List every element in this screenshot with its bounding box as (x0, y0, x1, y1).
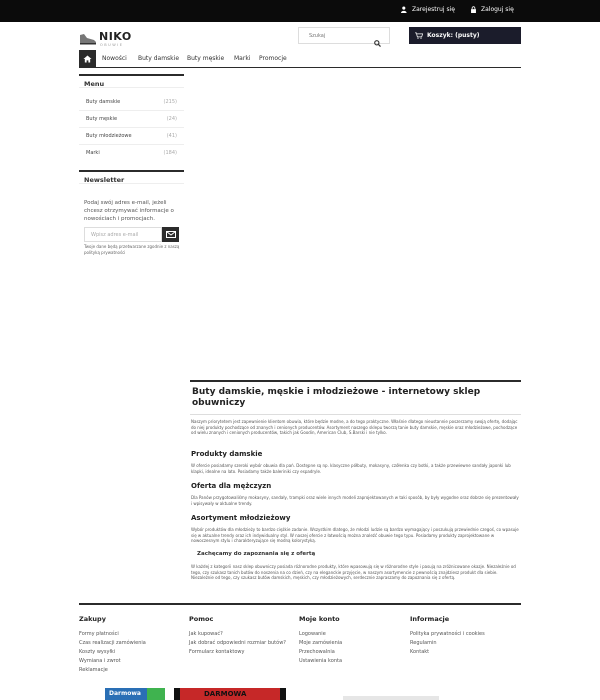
menu-item-men[interactable] (86, 116, 177, 122)
heading-invite: Zachęcamy do zapoznania się z ofertą (197, 551, 316, 557)
footer-col-title: Informacje (410, 615, 450, 623)
nav-item-men[interactable]: Buty męskie (187, 55, 225, 62)
footer-link[interactable]: Czas realizacji zamówienia (79, 640, 146, 646)
nav-item-new[interactable]: Nowości (102, 55, 127, 62)
newsletter-title: Newsletter (79, 170, 184, 184)
top-bar (0, 0, 600, 22)
sidebar-menu (79, 74, 184, 164)
cart-label: Koszyk: (pusty) (427, 32, 480, 39)
menu-divider (79, 110, 184, 111)
home-button[interactable] (79, 50, 96, 67)
shoe-logo-icon (79, 33, 97, 45)
nav-item-women[interactable]: Buty damskie (138, 55, 180, 62)
footer-col-title: Moje konto (299, 615, 340, 623)
nav-item-promotions[interactable]: Promocje (259, 55, 287, 62)
nav-item-brands[interactable]: Marki (234, 55, 251, 62)
footer-col-account (299, 615, 409, 666)
banner-left-text: Darmowa (109, 690, 141, 697)
footer-col-info (410, 615, 520, 657)
paragraph-invite: W każdej z kategorii nasz sklep obuwniczy posiada różnorodne produkty, które wpasowują się w różnorodne style i pasują na zróżnicowane okazje. Niezależnie od tego, czy szukasz tanich butów do noszenia na co dzień, czy na eleganckie przyjęcie, w naszym asortymencie z pewnością znajdziesz produkt dla siebie. Niezależnie od tego, czy szukasz butów damskich, męskich, czy młodzieżowych, serdecznie zapraszamy do zapoznania się z ofertą. (191, 564, 516, 581)
paragraph-men: Dla Panów przygotowaliśmy mokasyny, sandały, trampki oraz wiele innych modeli zaprojektowanych w taki sposób, by były wygodne oraz dobrze się prezentowały i wpisywały w aktualne trendy. (191, 495, 519, 506)
search-box (298, 27, 390, 44)
newsletter-privacy-note: Twoje dane będą przetwarzane zgodnie z naszą polityką prywatności (84, 244, 180, 255)
banner-mid-text: DARMOWA (204, 690, 247, 698)
menu-item-label: Buty damskie (86, 99, 121, 105)
main-nav (79, 50, 521, 67)
menu-title: Menu (79, 74, 184, 88)
logo-subtitle: OBUWIE (100, 43, 124, 47)
footer-col-help (189, 615, 299, 657)
user-plus-icon (401, 6, 408, 13)
menu-divider (79, 127, 184, 128)
footer-link[interactable]: Jak dobrać odpowiedni rozmiar butów? (189, 640, 286, 646)
register-link[interactable] (401, 6, 455, 13)
menu-item-count: (41) (166, 133, 177, 139)
shipping-banner-mid[interactable] (174, 688, 286, 700)
footer-link[interactable]: Jak kupować? (189, 631, 223, 637)
search-icon[interactable] (374, 32, 381, 51)
article-intro: Naszym priorytetem jest zapewnienie klientom obuwia, które będzie modne, a do tego praktyczne. Właśnie dlatego nieustannie poszerzamy swoją ofertę, dodając do niej produkty pochodzące od znanych i cenionych producentów. Asortyment naszego sklepu tworzą tanie buty damskie, męskie oraz młodzieżowe, pochodzące od wielu znanych i cenionych producentów, takich jak Goodin, American Club, S.Barski i nie tylko. (191, 419, 518, 436)
shipping-banner-left[interactable] (105, 688, 165, 700)
nav-divider (79, 67, 521, 68)
heading-youth: Asortyment młodzieżowy (191, 514, 291, 522)
menu-item-label: Buty męskie (86, 116, 118, 122)
article-top-divider (190, 380, 521, 382)
payment-banner[interactable] (343, 696, 439, 700)
footer-link[interactable]: Logowanie (299, 631, 326, 637)
cart-icon (415, 32, 423, 39)
newsletter-email-input[interactable]: Wpisz adres e-mail (84, 227, 162, 242)
menu-item-label: Buty młodzieżowe (86, 133, 132, 139)
footer-link[interactable]: Regulamin (410, 640, 437, 646)
login-label: Zaloguj się (481, 6, 514, 13)
menu-item-label: Marki (86, 150, 100, 156)
menu-item-women[interactable] (86, 99, 177, 105)
heading-men: Oferta dla mężczyzn (191, 482, 272, 490)
search-input[interactable] (299, 28, 371, 43)
menu-item-count: (215) (163, 99, 177, 105)
menu-item-youth[interactable] (86, 133, 177, 139)
paragraph-youth: Wybór produktów dla młodzieży to bardzo ciężkie zadanie. Wszystkim dlatego, że młodzi ludzie są bardzo wymagający i poszukują przewiednie czegoś, co wpasuje się w aktualne trendy oraz ich indywidualny styl. W naszej ofercie z łatwością można znaleźć obuwie tego typu. Posiadamy produkty zaprojektowane w nowoczesnym stylu i charakteryzujące się modną kolorystyką. (191, 527, 519, 544)
cart-button[interactable] (409, 27, 521, 44)
logo[interactable] (79, 30, 139, 50)
footer-link[interactable]: Przechowalnia (299, 649, 335, 655)
footer-divider (79, 603, 521, 605)
footer-link[interactable]: Ustawienia konta (299, 658, 343, 664)
login-link[interactable] (470, 6, 514, 13)
logo-brand: NIKO (99, 30, 132, 43)
menu-item-brands[interactable] (86, 150, 177, 156)
footer-col-title: Pomoc (189, 615, 214, 623)
footer-link[interactable]: Kontakt (410, 649, 430, 655)
article-title-divider (190, 414, 521, 415)
article-title: Buty damskie, męskie i młodzieżowe - internetowy sklep obuwniczy (192, 387, 481, 408)
footer-link[interactable]: Reklamacje (79, 667, 108, 673)
register-label: Zarejestruj się (412, 6, 455, 13)
menu-item-count: (184) (163, 150, 177, 156)
newsletter-submit-button[interactable] (162, 227, 179, 242)
menu-divider (79, 144, 184, 145)
footer-link[interactable]: Moje zamówienia (299, 640, 343, 646)
footer-link[interactable]: Koszty wysyłki (79, 649, 116, 655)
lock-icon (470, 6, 477, 13)
envelope-icon (166, 231, 176, 238)
footer-col-shopping (79, 615, 189, 675)
heading-women: Produkty damskie (191, 450, 263, 458)
footer-link[interactable]: Formularz kontaktowy (189, 649, 245, 655)
footer-col-title: Zakupy (79, 615, 106, 623)
newsletter-text: Podaj swój adres e-mail, jeżeli chcesz otrzymywać informacje o nowościach i promocjach. (84, 200, 174, 222)
footer-link[interactable]: Formy płatności (79, 631, 119, 637)
home-icon (83, 55, 92, 63)
paragraph-women: W ofercie posiadamy szeroki wybór obuwia dla pań. Dostępne są np. klasyczne półbuty, mokasyny, czółenka czy botki, a także przewiewne sandały japonki lub klapki, idealne na lato. Posiadamy także baleriniki czy espadryle. (191, 463, 511, 474)
footer-link[interactable]: Wymiana i zwrot (79, 658, 121, 664)
banner-left-accent (147, 688, 165, 700)
footer-link[interactable]: Polityka prywatności i cookies (410, 631, 485, 637)
menu-item-count: (24) (166, 116, 177, 122)
